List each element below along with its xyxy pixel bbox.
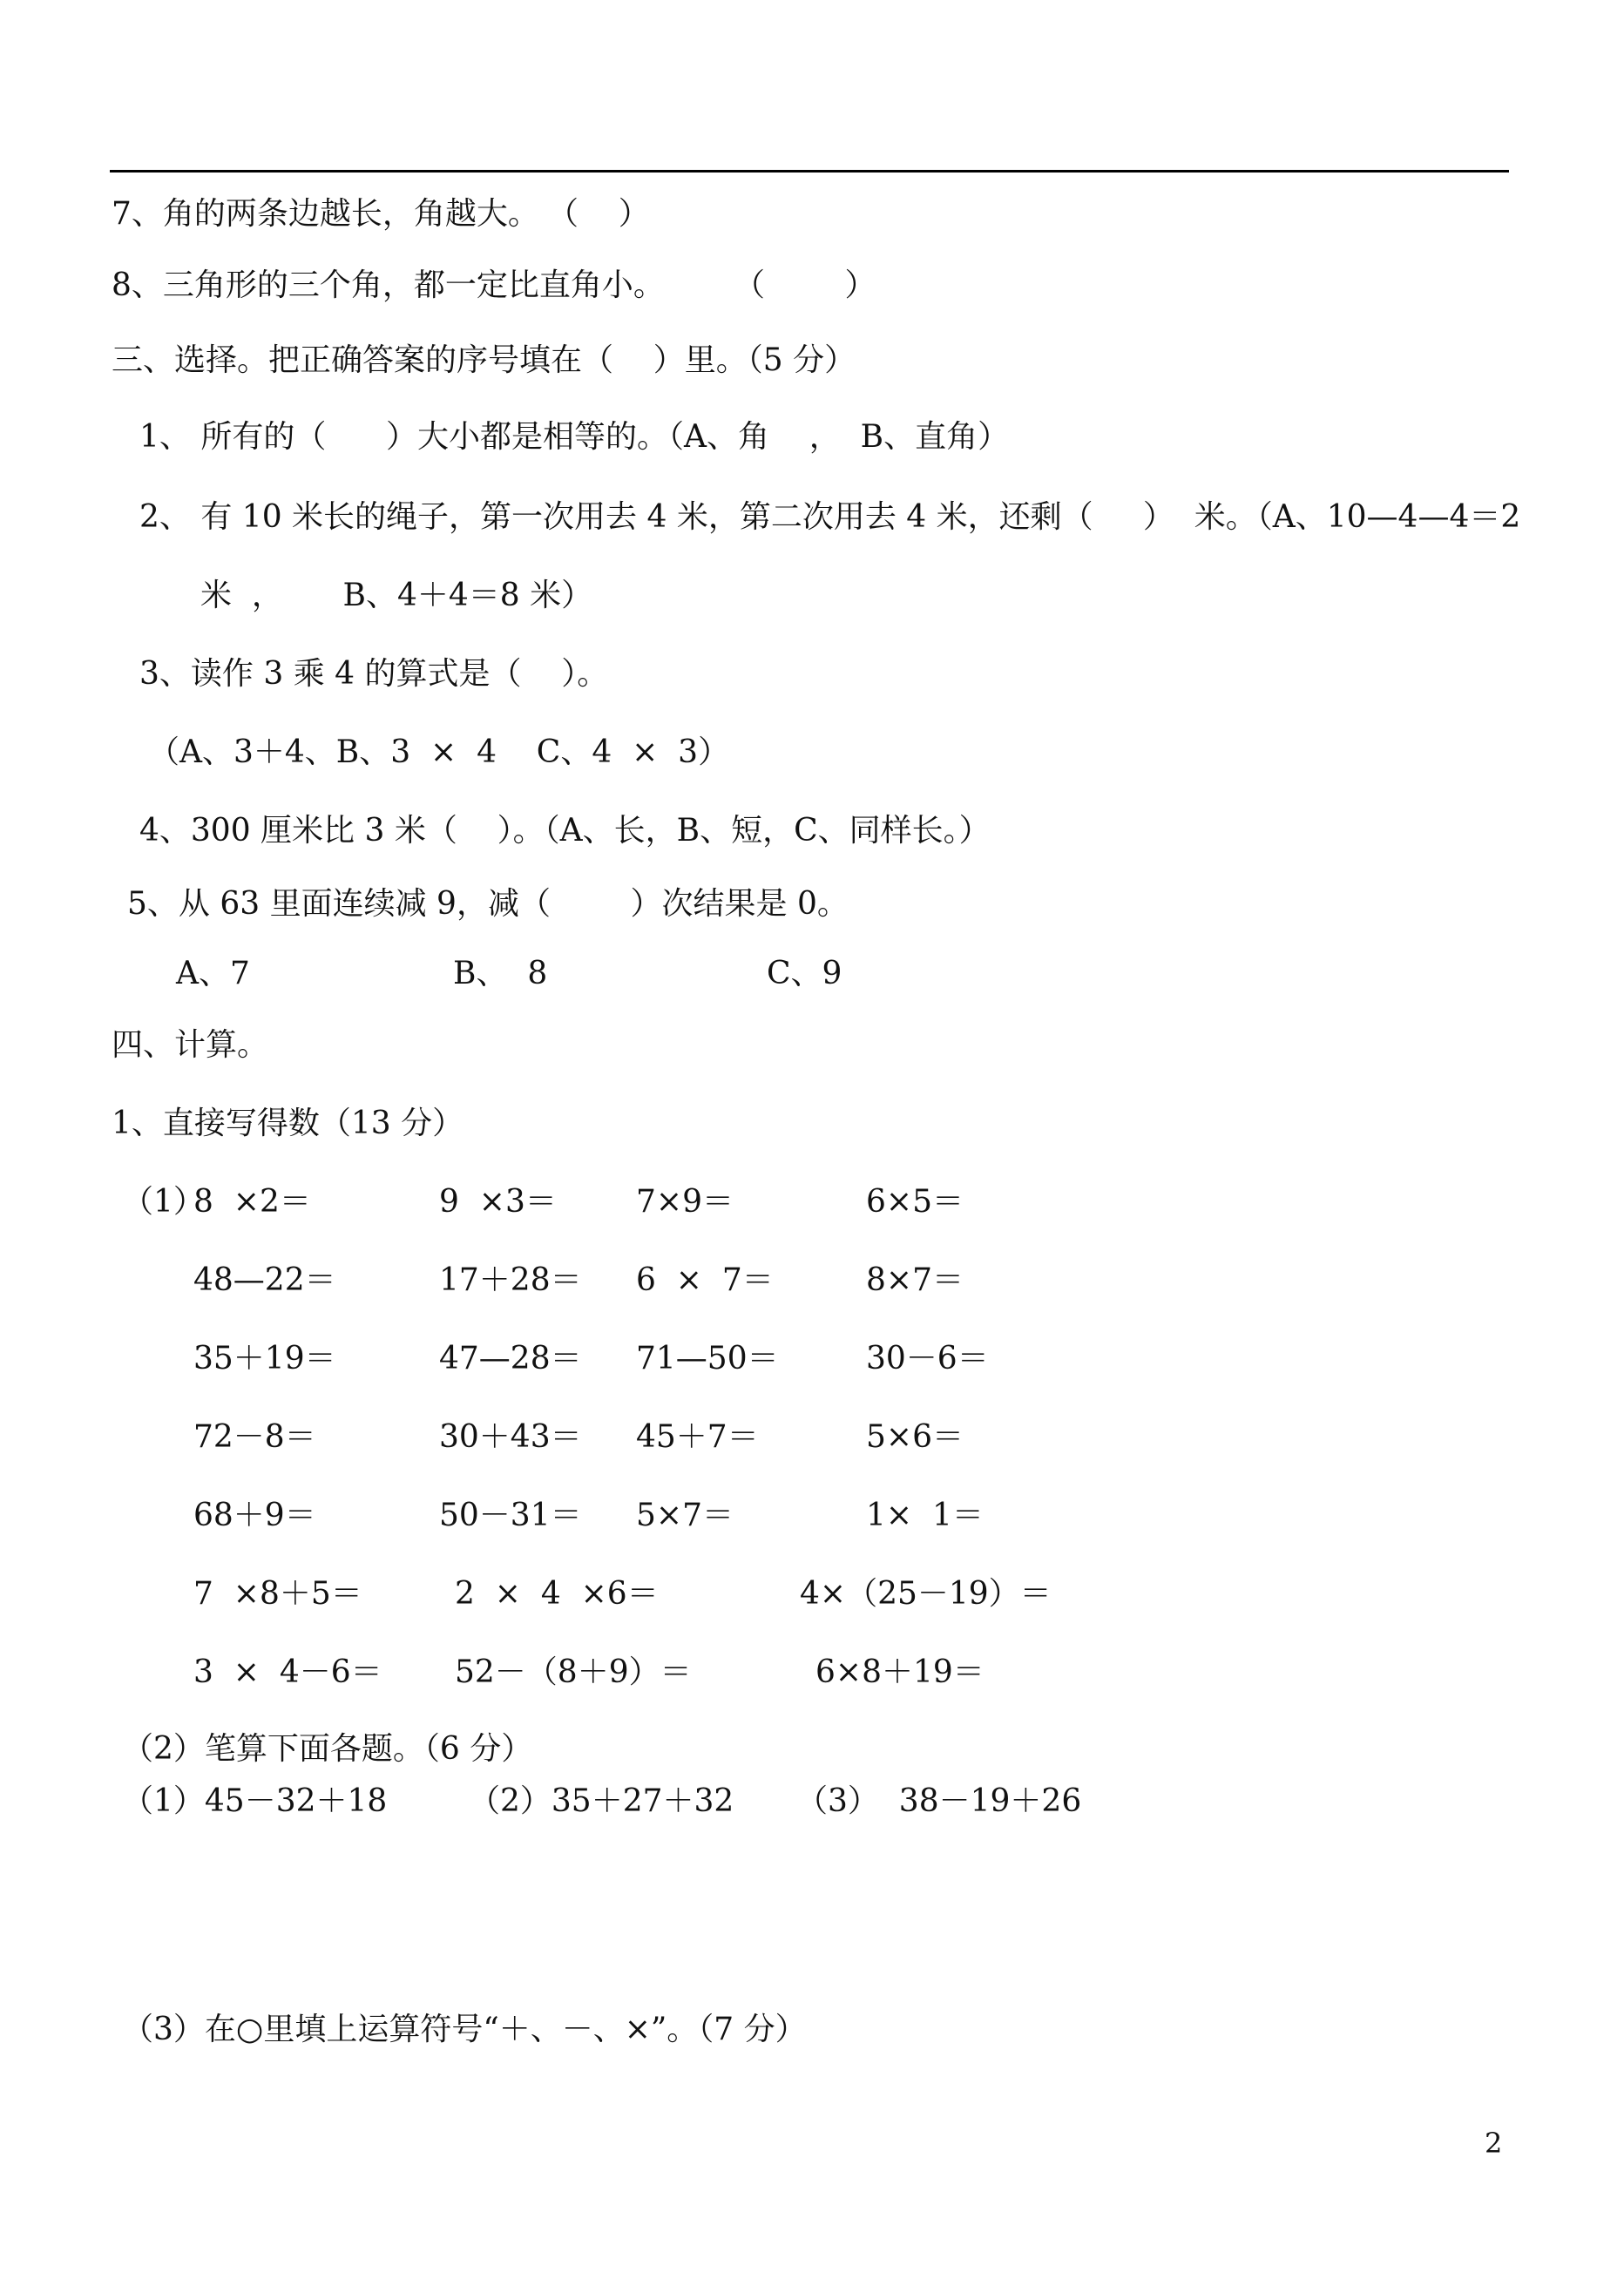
direct-calculation-prefix: （1） bbox=[122, 1184, 205, 1220]
written-calculation-heading: （2）笔算下面各题。（6 分） bbox=[122, 1731, 533, 1767]
calc-item: 6 × 7＝ bbox=[636, 1262, 774, 1298]
mixed-calc-item: 2 × 4 ×6＝ bbox=[455, 1576, 659, 1612]
written-calc-item: （1）45－32＋18 bbox=[122, 1783, 388, 1819]
choice-question-1: 1、 所有的（ ）大小都是相等的。（A、角 ， B、直角） bbox=[139, 419, 1010, 455]
question-8: 8、三角形的三个角，都一定比直角小。 bbox=[112, 267, 665, 303]
page-number: 2 bbox=[1485, 2127, 1503, 2160]
choice-question-2-line-2: 米 ， B、4＋4＝8 米） bbox=[200, 578, 593, 613]
calc-item: 50－31＝ bbox=[439, 1498, 582, 1533]
header-rule bbox=[110, 170, 1509, 172]
calc-item: 7×9＝ bbox=[636, 1184, 734, 1220]
calc-item: 48—22＝ bbox=[193, 1262, 336, 1298]
calc-item: 6×5＝ bbox=[866, 1184, 964, 1220]
calc-item: 68＋9＝ bbox=[193, 1498, 316, 1533]
calc-item: 5×6＝ bbox=[866, 1419, 964, 1455]
section-4-heading: 四、计算。 bbox=[112, 1027, 269, 1063]
calc-item: 30－6＝ bbox=[866, 1341, 989, 1376]
written-calc-item: （3） 38－19＋26 bbox=[796, 1783, 1082, 1819]
calc-item: 8 ×2＝ bbox=[193, 1184, 311, 1220]
choice-question-3: 3、读作 3 乘 4 的算式是（ ）。 bbox=[139, 656, 609, 692]
mixed-calc-item: 7 ×8＋5＝ bbox=[193, 1576, 362, 1612]
calc-item: 35＋19＝ bbox=[193, 1341, 336, 1376]
calc-item: 5×7＝ bbox=[636, 1498, 734, 1533]
mixed-calc-item: 52－（8＋9）＝ bbox=[455, 1654, 692, 1690]
choice-question-5-option-b: B、 8 bbox=[453, 956, 548, 991]
calc-item: 1× 1＝ bbox=[866, 1498, 984, 1533]
question-8-answer-blank[interactable]: （ ） bbox=[734, 267, 876, 303]
mixed-calc-item: 6×8＋19＝ bbox=[815, 1654, 985, 1690]
operator-fill-heading: （3）在○里填上运算符号“＋、－、×”。（7 分） bbox=[122, 2012, 807, 2047]
choice-question-5-option-c: C、9 bbox=[767, 956, 842, 991]
direct-calculation-heading: 1、直接写得数（13 分） bbox=[112, 1106, 464, 1141]
calc-item: 45＋7＝ bbox=[636, 1419, 759, 1455]
choice-question-2-line-1: 2、 有 10 米长的绳子，第一次用去 4 米，第二次用去 4 米，还剩（ ） 米。（A、10—4—4＝2 bbox=[139, 499, 1521, 535]
calc-item: 30＋43＝ bbox=[439, 1419, 582, 1455]
question-7-answer-blank[interactable]: （ ） bbox=[547, 196, 650, 232]
mixed-calc-item: 3 × 4－6＝ bbox=[193, 1654, 382, 1690]
mixed-calc-item: 4×（25－19）＝ bbox=[800, 1576, 1052, 1612]
choice-question-5-option-a: A、7 bbox=[176, 956, 250, 991]
calc-item: 72－8＝ bbox=[193, 1419, 316, 1455]
choice-question-3-options: （A、3＋4、B、3 × 4 C、4 × 3） bbox=[148, 734, 730, 770]
calc-item: 8×7＝ bbox=[866, 1262, 964, 1298]
question-7: 7、角的两条边越长，角越大。 bbox=[112, 196, 539, 232]
calc-item: 47—28＝ bbox=[439, 1341, 582, 1376]
written-calc-item: （2）35＋27＋32 bbox=[469, 1783, 734, 1819]
choice-question-4: 4、300 厘米比 3 米（ ）。（A、长，B、短，C、同样长。） bbox=[139, 813, 991, 849]
calc-item: 9 ×3＝ bbox=[439, 1184, 557, 1220]
calc-item: 71—50＝ bbox=[636, 1341, 779, 1376]
choice-question-5: 5、从 63 里面连续减 9，减（ ）次结果是 0。 bbox=[127, 886, 849, 922]
calc-item: 17＋28＝ bbox=[439, 1262, 582, 1298]
section-3-heading: 三、选择。把正确答案的序号填在（ ）里。（5 分） bbox=[112, 342, 856, 378]
